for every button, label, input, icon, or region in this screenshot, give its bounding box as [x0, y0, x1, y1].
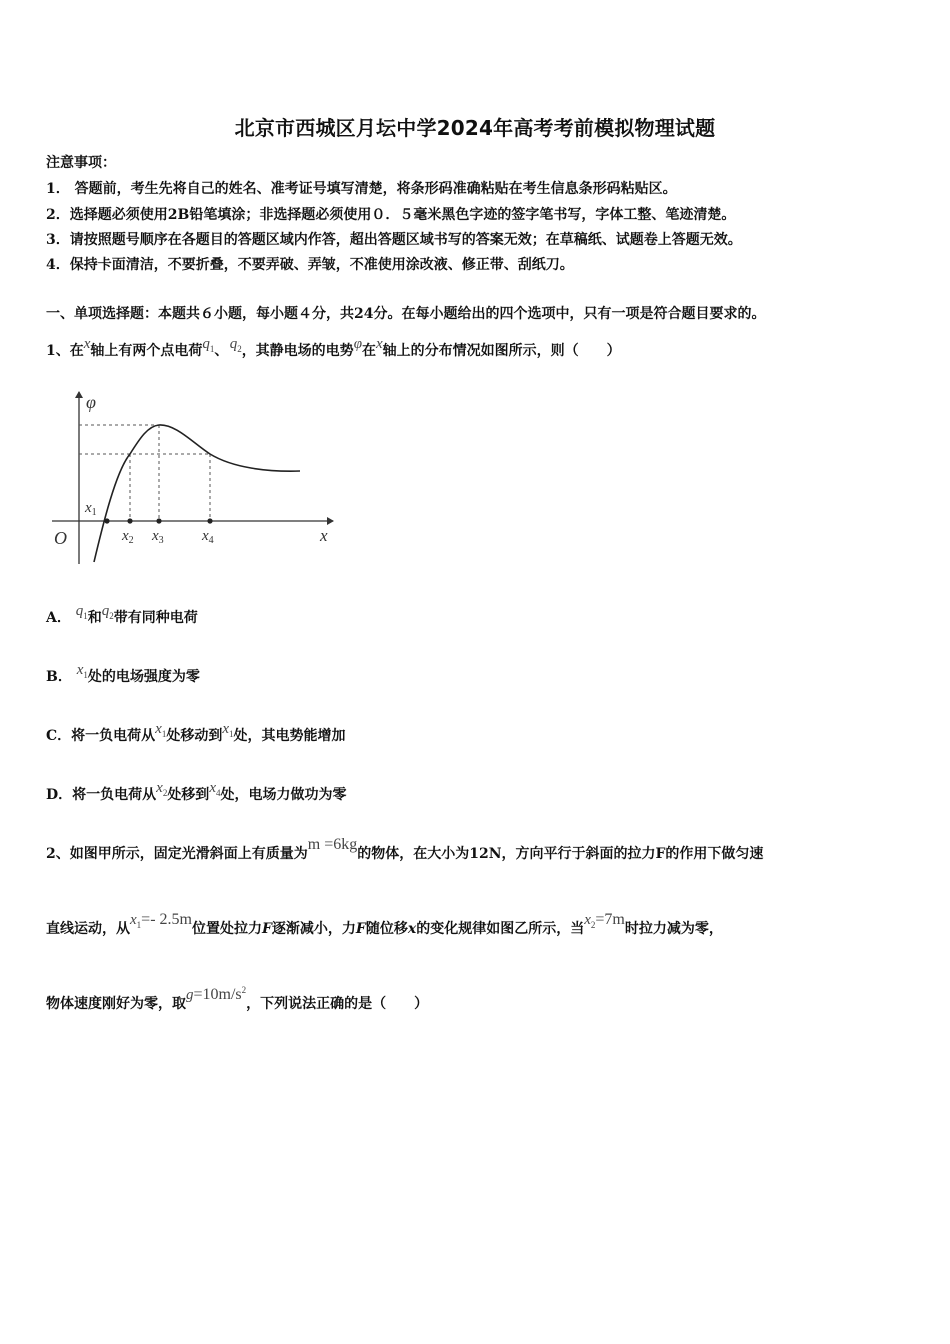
option-d[interactable]: D．将一负电荷从$x_2$处移到$x_4$处，电场力做功为零: [46, 780, 347, 803]
notice-item-3: 3．请按照题号顺序在各题目的答题区域内作答，超出答题区域书写的答案无效；在草稿纸、试题卷上答题无效。: [46, 232, 742, 248]
option-b[interactable]: B． $x_1$处的电场强度为零: [46, 662, 200, 685]
q2-symbol: q: [229, 336, 238, 352]
question-2-line-3: 物体速度刚好为零，取$g=10m/s^2$，下列说法正确的是（ ）: [46, 985, 429, 1012]
question-2-line-1: 2、如图甲所示，固定光滑斜面上有质量为m =6kg的物体，在大小为12N，方向平行于斜面的拉力F的作用下做匀速: [46, 836, 764, 862]
notice-item-4: 4．保持卡面清洁，不要折叠，不要弄破、弄皱，不准使用涂改液、修正带、刮纸刀。: [46, 257, 574, 273]
x1-label: $x_1$: [85, 500, 97, 518]
page-title: 北京市西城区月坛中学2024年高考考前模拟物理试题: [234, 116, 716, 140]
x3-point: [156, 518, 161, 523]
x3-label: $x_3$: [152, 528, 164, 546]
x2-point: [127, 518, 132, 523]
x2-label: $x_2$: [122, 528, 134, 546]
x4-label: $x_4$: [202, 528, 214, 546]
section-1-heading: 一、单项选择题：本题共６小题，每小题４分，共24分。在每小题给出的四个选项中，只有一项是符合题目要求的。: [46, 306, 766, 322]
phi-axis-label: φ: [86, 392, 96, 412]
x-axis-label: x: [320, 526, 328, 545]
x4-point: [207, 518, 212, 523]
notice-item-1: 1． 答题前，考生先将自己的姓名、准考证号填写清楚，将条形码准确粘贴在考生信息条形码粘贴区。: [46, 181, 677, 197]
question-2-line-2: 直线运动，从$x_1=-$ 2.5m位置处拉力F逐渐减小，力F随位移x的变化规律如图乙所示，当$x_2=7m$时拉力减为零，: [46, 911, 723, 937]
origin-label: O: [54, 528, 67, 548]
question-1-stem: 1、在x轴上有两个点电荷$q_1$、 $q_2$，其静电场的电势φ在x轴上的分布情况如图所示，则（ ）: [46, 336, 621, 359]
notice-heading: 注意事项：: [46, 155, 116, 171]
mass-equation: m =6kg: [307, 836, 358, 853]
option-a[interactable]: A． $q_1$和$q_2$带有同种电荷: [46, 603, 198, 626]
notice-item-2: 2．选择题必须使用2B铅笔填涂；非选择题必须使用０．５毫米黑色字迹的签字笔书写，字体工整、笔迹清楚。: [46, 207, 736, 223]
potential-graph: [48, 386, 348, 568]
x1-point: [104, 518, 109, 523]
option-c[interactable]: C．将一负电荷从$x_1$处移动到$x_1$处，其电势能增加: [46, 721, 346, 744]
